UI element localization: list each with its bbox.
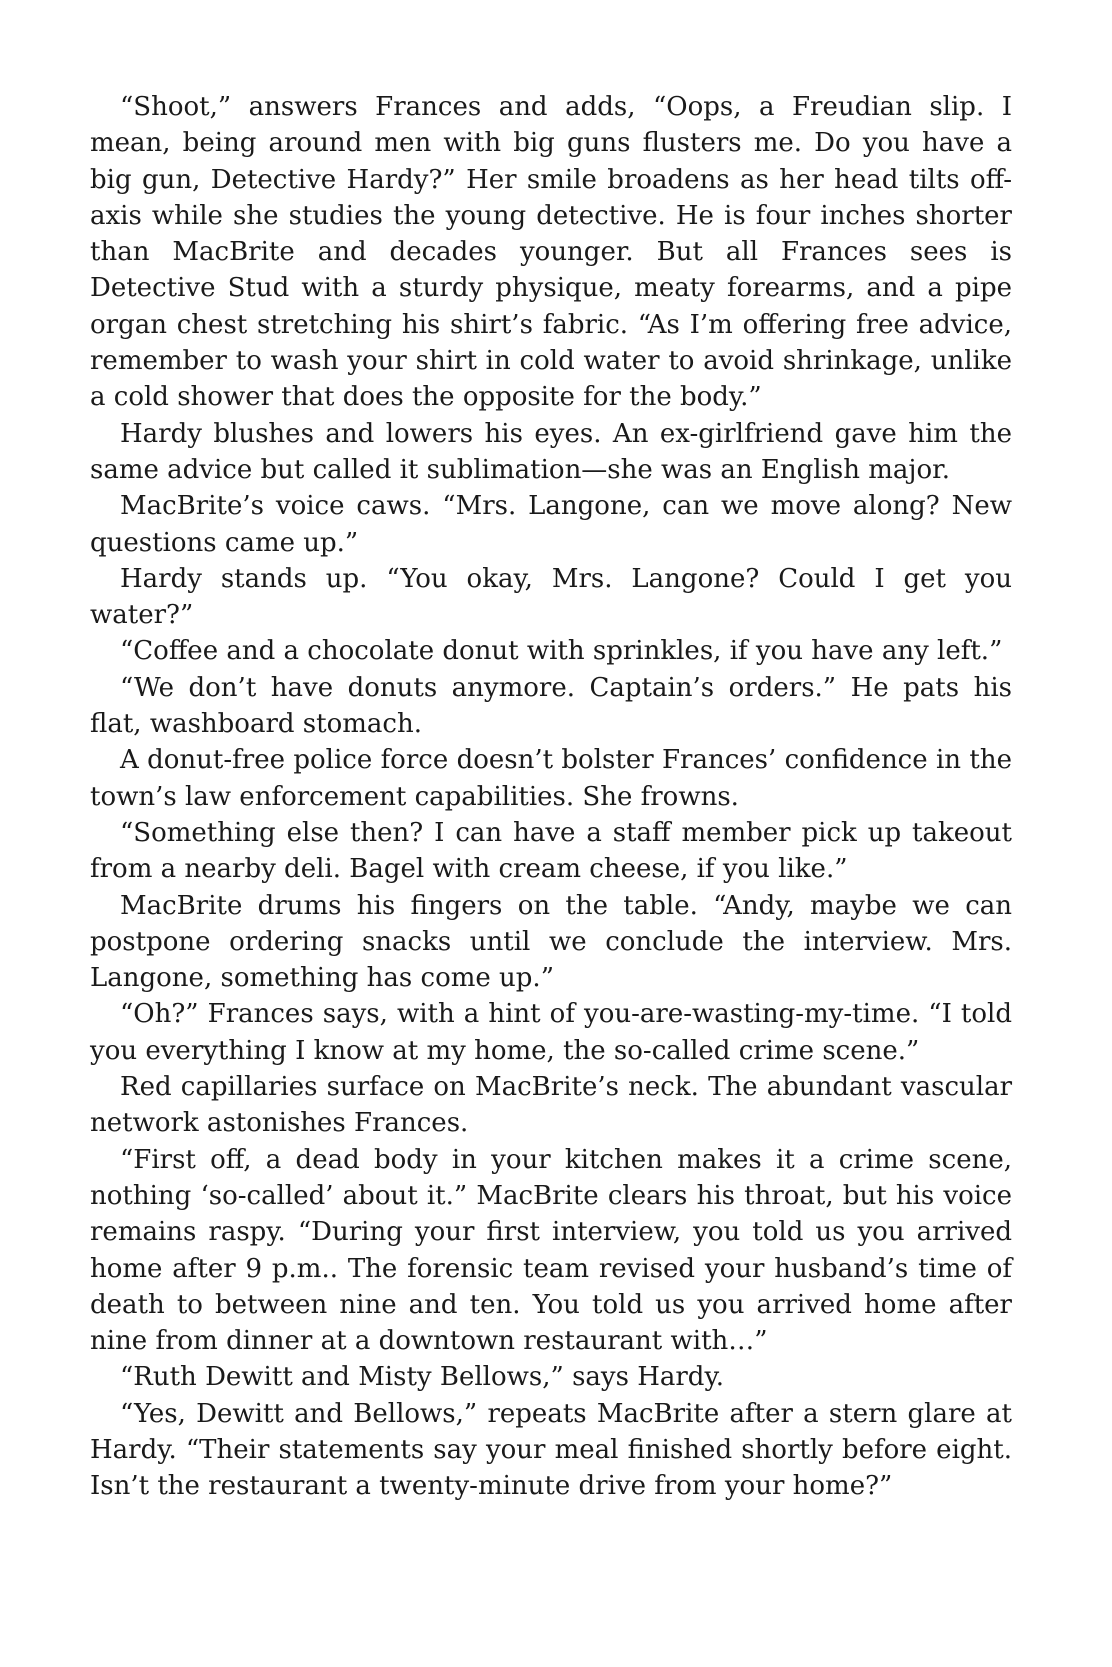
book-page-text	[90, 89, 1012, 1505]
paragraph-6: “We don’t have donuts anymore. Captain’s orders.” He pats his flat, washboard stomach.	[90, 672, 1012, 740]
paragraph-1: “Shoot,” answers Frances and adds, “Oops, a Freudian slip. I mean, being around men with big guns flusters me. Do you have a big gun, Detective Hardy?” Her smile broadens as her head tilts off-axis while she studies the young detective. He is four inches shorter than MacBrite and decades younger. But all Frances sees is Detective Stud with a sturdy physique, meaty forearms, and a pipe organ chest stretching his shirt’s fabric. “As I’m offering free advice, remember to wash your shirt in cold water to avoid shrinkage, unlike a cold shower that does the opposite for the body.”	[90, 92, 1012, 413]
paragraph-2: Hardy blushes and lowers his eyes. An ex-girlfriend gave him the same advice but called it sublimation—she was an English major.	[90, 418, 1012, 485]
paragraph-7: A donut-free police force doesn’t bolster Frances’ confidence in the town’s law enforcement capabilities. She frowns.	[90, 745, 1012, 812]
paragraph-4: Hardy stands up. “You okay, Mrs. Langone? Could I get you water?”	[90, 563, 1012, 631]
paragraph-13: “Ruth Dewitt and Misty Bellows,” says Hardy.	[120, 1362, 724, 1393]
paragraph-8: “Something else then? I can have a staff member pick up takeout from a nearby deli. Bagel with cream cheese, if you like.”	[90, 817, 1012, 885]
paragraph-5: “Coffee and a chocolate donut with sprinkles, if you have any left.”	[120, 636, 1003, 667]
paragraph-9: MacBrite drums his fingers on the table. “Andy, maybe we can postpone ordering snacks until we conclude the interview. Mrs. Langone, something has come up.”	[90, 890, 1012, 994]
paragraph-3: MacBrite’s voice caws. “Mrs. Langone, can we move along? New questions came up.”	[90, 491, 1012, 558]
paragraph-12: “First off, a dead body in your kitchen makes it a crime scene, nothing ‘so-called’ about it.” MacBrite clears his throat, but his voice remains raspy. “During your first interview, you told us you arrived home after 9 p.m.. The forensic team revised your husband’s time of death to between nine and ten. You told us you arrived home after nine from dinner at a downtown restaurant with…”	[90, 1144, 1012, 1357]
paragraph-11: Red capillaries surface on MacBrite’s neck. The abundant vascular network astonishes Frances.	[90, 1072, 1012, 1139]
paragraph-14: “Yes, Dewitt and Bellows,” repeats MacBrite after a stern glare at Hardy. “Their statements say your meal finished shortly before eight. Isn’t the restaurant a twenty-minute drive from your home?”	[90, 1398, 1012, 1502]
paragraph-10: “Oh?” Frances says, with a hint of you-are-wasting-my-time. “I told you everything I know at my home, the so-called crime scene.”	[90, 999, 1012, 1066]
